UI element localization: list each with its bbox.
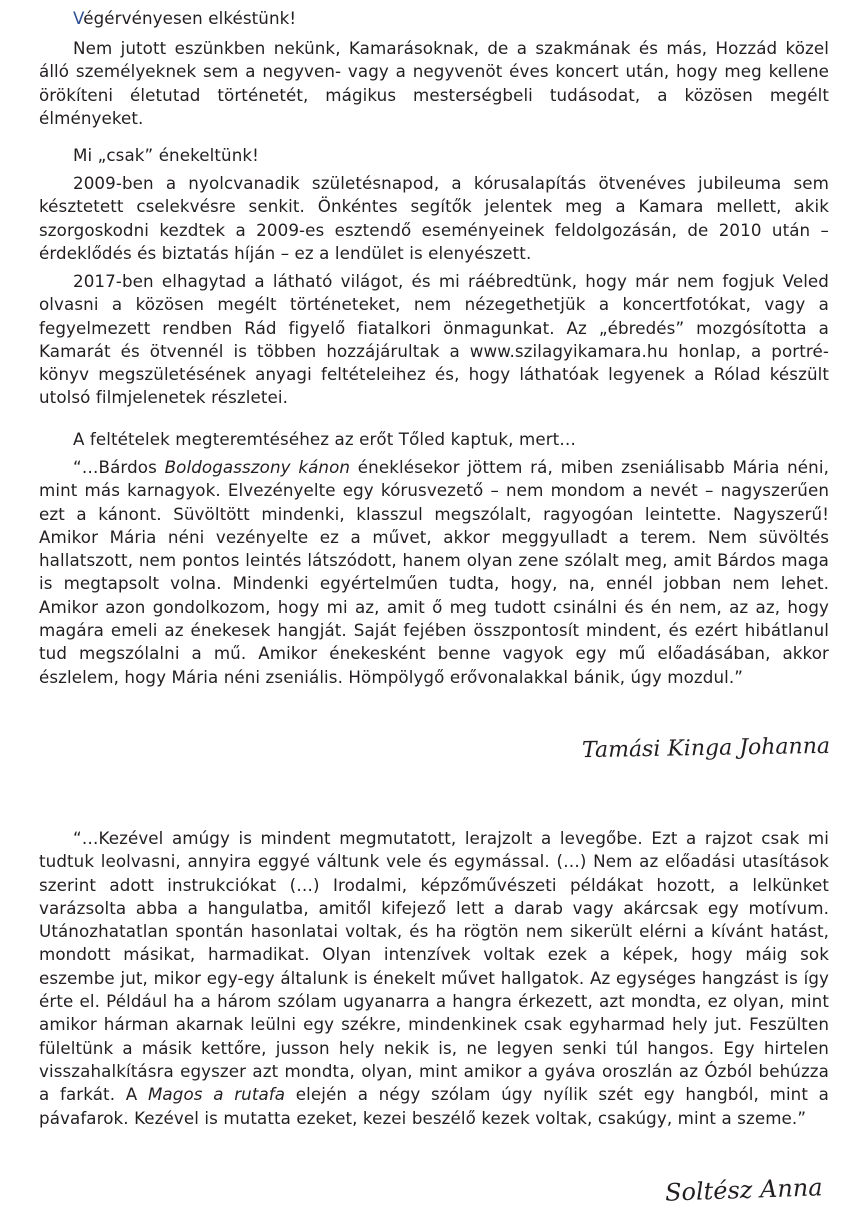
quote-2-title: Magos a rutafa: [147, 1084, 286, 1105]
quote-2: [39, 827, 829, 1130]
paragraph-2: Nem jutott eszünkben nekünk, Kamarásoknak, de a szakmának és más, Hozzád közel álló személyeknek sem a negyven- vagy a negyvenöt éves koncert után, hogy meg kellene örökíteni életutad történetét, mágikus mesterségbeli tudásodat, a közösen megélt élményeket.: [39, 38, 829, 128]
opening-paragraph: [39, 7, 829, 30]
initial-letter: V: [73, 8, 84, 28]
paragraph-3: Mi „csak” énekeltünk!: [73, 145, 259, 165]
quote-2-text-a: “…Kezével amúgy is mindent megmutatott, lerajzolt a levegőbe. Ezt a rajzot csak mi tudtuk leolvasni, annyira eggyé váltunk vele és egymással. (…) Nem az előadási utasítások szerint adott instrukciókat (…) Irodalmi, képzőművészeti példákat hozott, a lelkünket varázsolta abba a hangulatba, amitől kifejező lett a darab vagy akárcsak egy motívum. Utánozhatatlan spontán hasonlatai voltak, és ha rögtön nem sikerült elérni a kívánt hatást, mondott másikat, harmadikat. Olyan intenzívek voltak ezek a képek, hogy máig sok eszembe jut, mikor egy-egy általunk is énekelt művet hallgatok. Az egységes hangzást is így érte el. Például ha a három szólam ugyanarra a hangra érkezett, azt mondta, ez olyan, mint amikor hárman akarnak leülni egy székre, mindenkinek csak egyharmad hely jut. Feszülten füleltünk a másik kettőre, jusson hely nekik is, ne legyen senki túl hangos. Egy hirtelen visszahalkításra egyszer azt mondta, olyan, mint amikor a gyáva oroszlán az Ózból behúzza a farkát. A: [39, 828, 829, 1105]
paragraph-5: 2017-ben elhagytad a látható világot, és mi ráébredtünk, hogy már nem fogjuk Veled olvasni a közösen megélt történeteket, nem nézegethetjük a koncertfotókat, vagy a fegyelmezett rendben Rád figyelő fiatalkori önmagunkat. Az „ébredés” mozgósította a Kamarát és ötvennél is többen hozzájárultak a www.szilagyikamara.hu honlap, a portré-könyv megszületésének anyagi feltételeihez és, hogy láthatóak legyenek a Rólad készült utolsó filmjelenetek részletei.: [39, 271, 829, 408]
paragraph-6: A feltételek megteremtéséhez az erőt Tőled kaptuk, mert…: [73, 429, 577, 449]
paragraph-4: 2009-ben a nyolcvanadik születésnapod, a kórusalapítás ötvenéves jubileuma sem késztetett cselekvésre senkit. Önkéntes segítők jelentek meg a Kamara mellett, akik szorgoskodni kezdtek a 2009-es esztendő eseményeinek feldolgozásán, de 2010 után – érdeklődés és biztatás híján – ez a lendület is elenyészett.: [39, 173, 829, 263]
quote-1-text-b: éneklésekor jöttem rá, miben zseniálisabb Mária néni, mint más karnagyok. Elvezényelte egy kórusvezető – nem mondom a nevét – nagyszerűen ezt a kánont. Süvöltött mindenki, klasszul megszólalt, ragyogóan leintette. Nagyszerű! Amikor Mária néni vezényelte ez a művet, akkor meggyulladt a terem. Nem süvöltés hallatszott, nem pontos leintés látszódott, hanem olyan zene szólalt meg, amit Bárdos maga is megtapsolt volna. Mindenki egyértelműen tudta, hogy, na, ennél jobban nem lehet. Amikor azon gondolkozom, hogy mi az, amit ő meg tudott csinálni és én nem, az az, hogy magára emeli az énekesek hangját. Saját fejében összpontosít mindent, és ezért hibátlanul tud megszólalni a mű. Amikor énekesként benne vagyok egy mű előadásában, akkor észlelem, hogy Mária néni zseniális. Hömpölygő erővonalakkal bánik, úgy mozdul.”: [39, 457, 829, 687]
quote-1: [39, 456, 829, 689]
signature-1: Tamási Kinga Johanna: [581, 733, 831, 764]
quote-2-text-b: elején a négy szólam úgy nyílik szét egy hangból, mint a pávafarok. Kezével is mutatta ezeket, kezei beszélő kezek voltak, csakúgy, mint a szeme.”: [39, 1084, 829, 1128]
opening-text: égérvényesen elkéstünk!: [83, 8, 297, 28]
signature-2: Soltész Anna: [664, 1173, 824, 1207]
quote-1-title: Boldogasszony kánon: [164, 457, 351, 477]
quote-1-text-a: “…Bárdos: [73, 457, 165, 477]
